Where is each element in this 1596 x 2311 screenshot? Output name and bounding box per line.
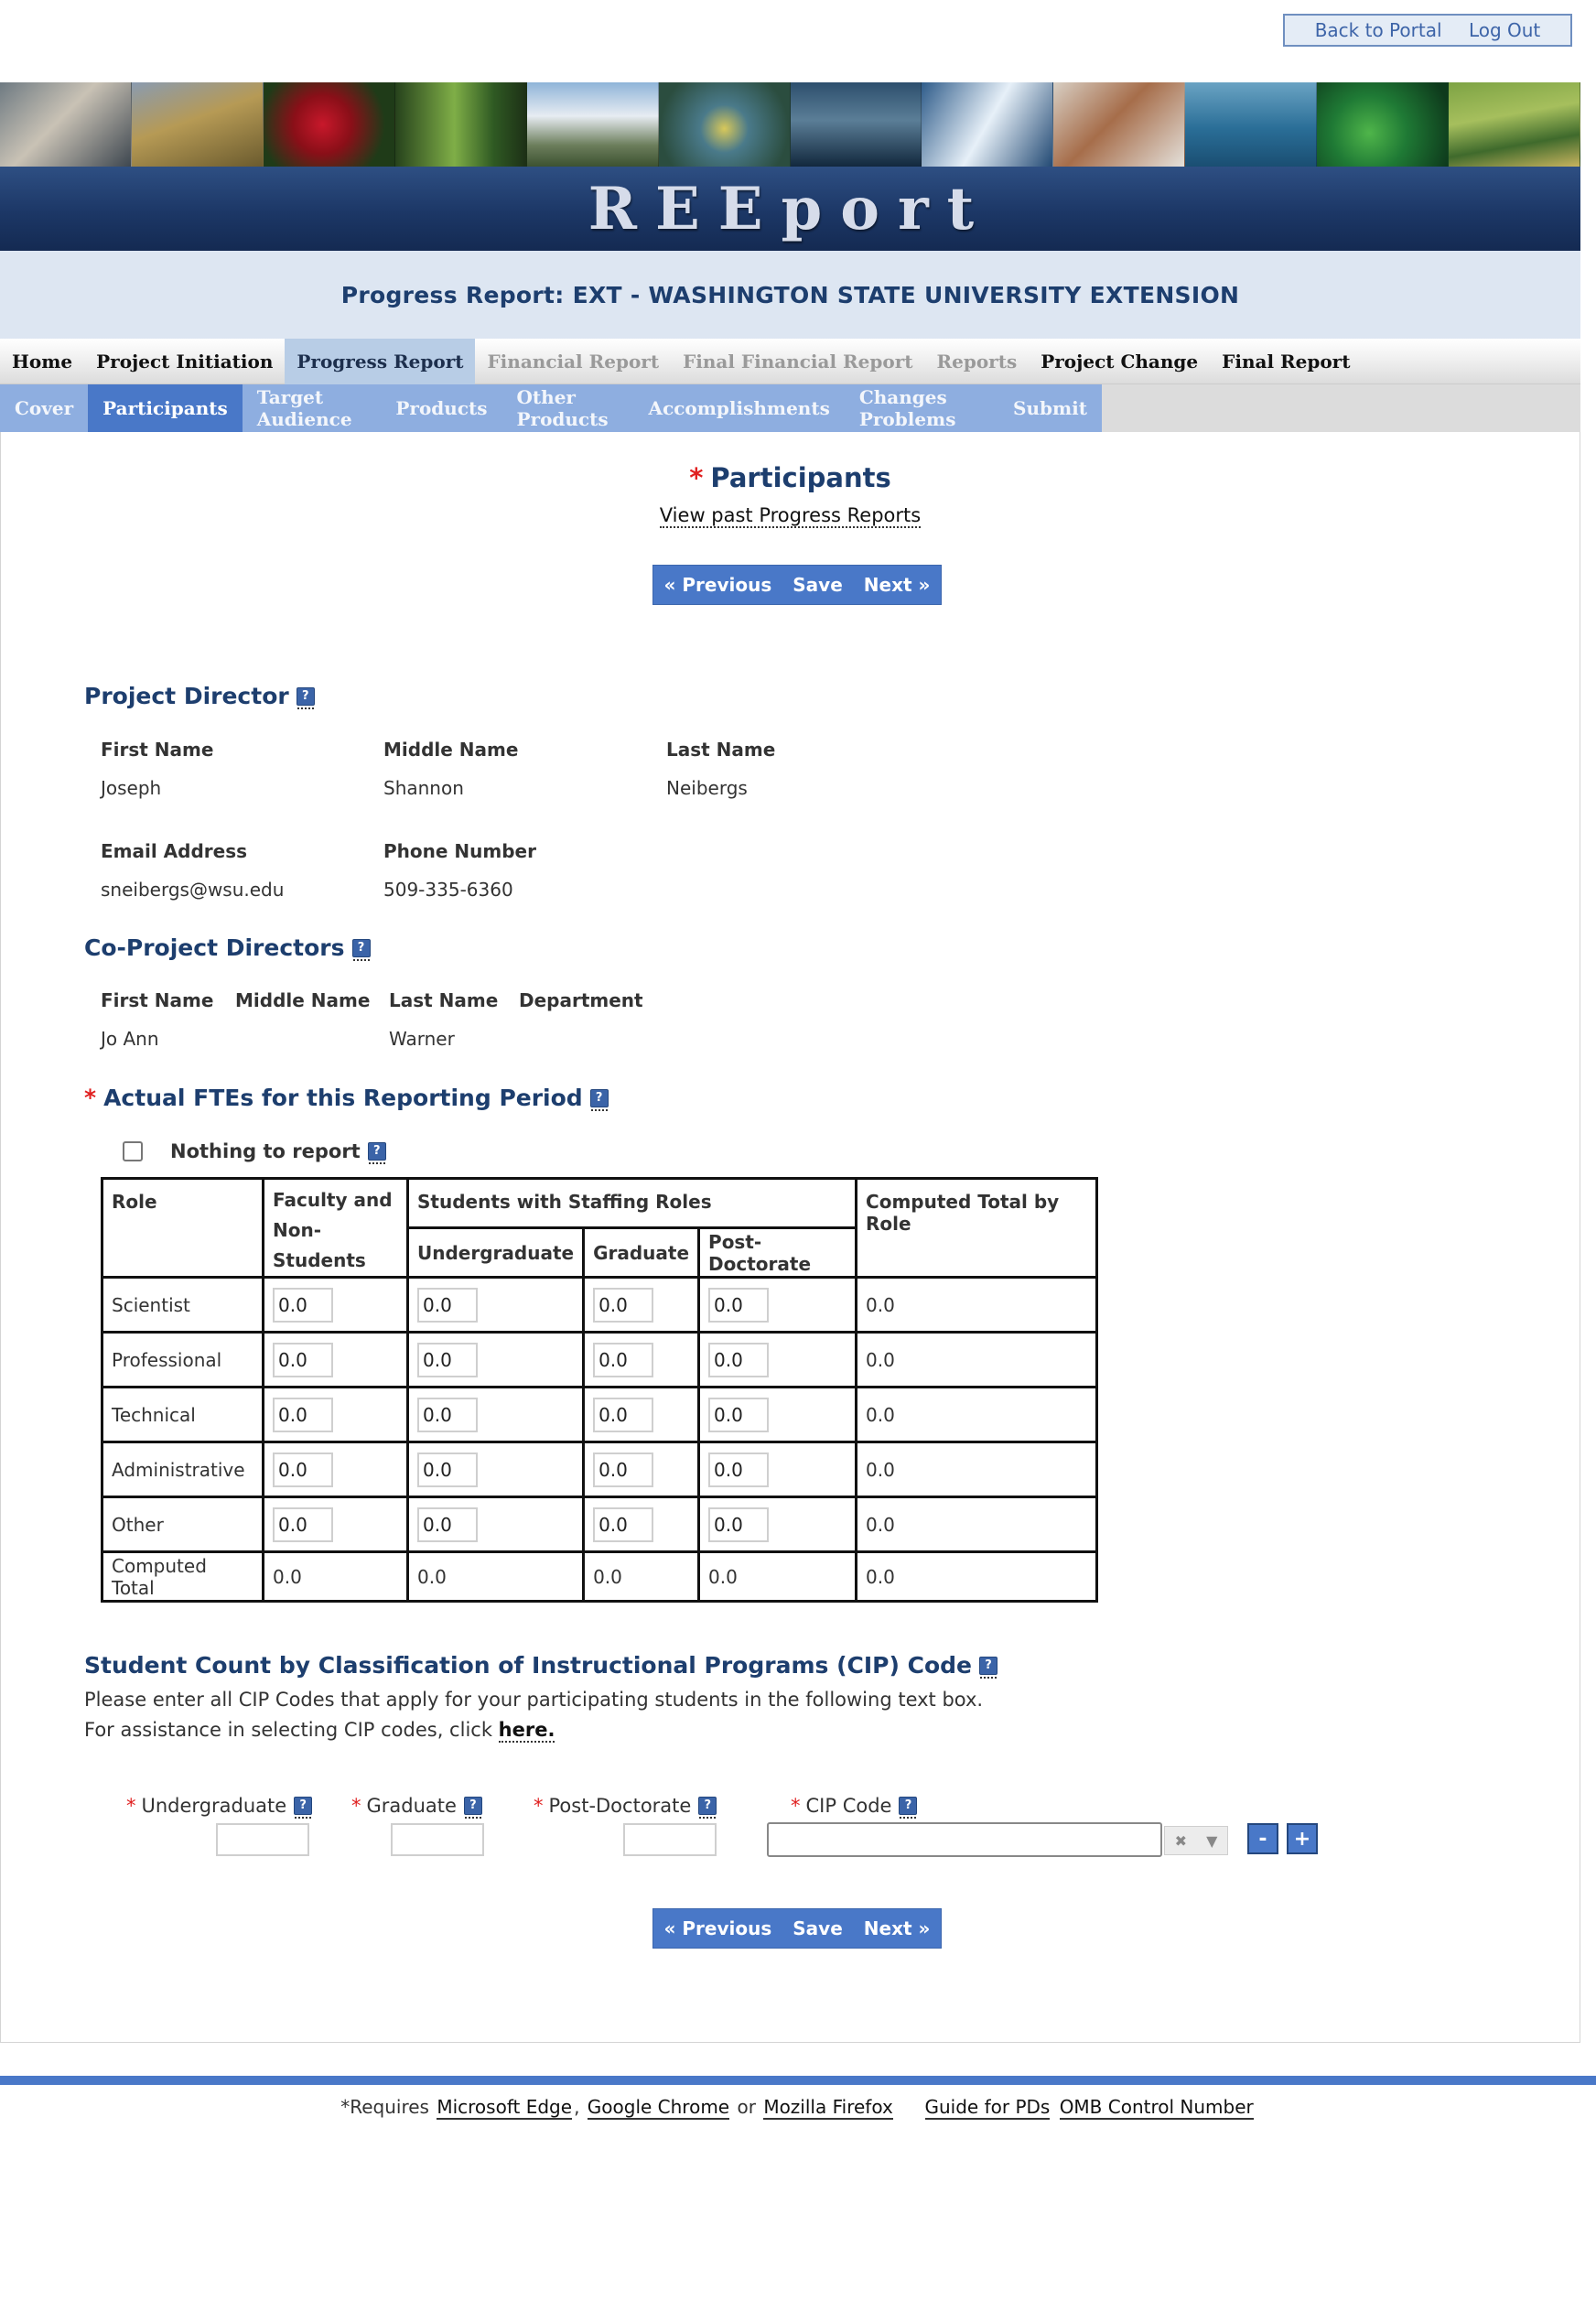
fte-header-students: Students with Staffing Roles (408, 1179, 857, 1228)
nav-financial-report[interactable]: Financial Report (487, 350, 660, 373)
subnav-target-audience[interactable]: Target Audience (256, 386, 352, 430)
cip-assistance-text: For assistance in selecting CIP codes, click (84, 1719, 492, 1741)
clear-icon[interactable]: ✖ (1174, 1831, 1187, 1850)
nothing-to-report-checkbox[interactable] (123, 1141, 143, 1161)
fte-scientist-graduate-input[interactable] (593, 1288, 653, 1323)
fte-technical-undergrad-input[interactable] (417, 1398, 478, 1432)
fte-postdoc-cell (699, 1442, 857, 1497)
fte-administrative-graduate-input[interactable] (593, 1452, 653, 1487)
banner-title-bar (0, 167, 1580, 251)
nav-project-change[interactable]: Project Change (1041, 350, 1199, 373)
co-last-name-label: Last Name (389, 989, 499, 1011)
sub-nav (0, 384, 1580, 432)
subnav-products[interactable]: Products (395, 397, 488, 419)
report-title: Progress Report: EXT - WASHINGTON STATE UNIVERSITY EXTENSION (340, 281, 1240, 308)
cip-undergrad-label: Undergraduate (141, 1795, 287, 1817)
required-marker: * (534, 1795, 544, 1817)
required-marker: * (126, 1795, 136, 1817)
banner-photo-waterfall (922, 82, 1053, 167)
co-department-label: Department (519, 989, 643, 1011)
logout-link[interactable]: Log Out (1468, 19, 1541, 41)
help-icon[interactable]: ? (979, 1657, 998, 1675)
subnav-participants[interactable]: Participants (88, 384, 243, 432)
fte-scientist-postdoc-input[interactable] (708, 1288, 769, 1323)
required-marker: * (84, 1085, 97, 1111)
fte-heading (84, 1085, 609, 1111)
pd-last-name-label: Last Name (666, 739, 776, 761)
help-icon[interactable]: ? (698, 1797, 717, 1815)
footer-comma: , (574, 2096, 580, 2118)
fte-technical-faculty-input[interactable] (273, 1398, 333, 1432)
fte-header-total: Computed Total by Role (857, 1179, 1097, 1278)
omb-control-number-link[interactable]: OMB Control Number (1059, 2096, 1254, 2118)
cip-graduate-label-row (351, 1795, 482, 1817)
main-nav (0, 339, 1580, 384)
next-button[interactable]: Next » (863, 574, 931, 596)
fte-administrative-postdoc-input[interactable] (708, 1452, 769, 1487)
fte-undergrad-cell (408, 1388, 584, 1442)
fte-faculty-cell (264, 1278, 408, 1333)
subnav-other-products[interactable]: Other Products (516, 386, 609, 430)
report-header (0, 251, 1580, 339)
table-row (102, 1442, 1097, 1497)
help-icon[interactable]: ? (352, 939, 371, 957)
pd-last-name: Neibergs (666, 777, 748, 799)
cip-graduate-input[interactable] (391, 1823, 484, 1856)
past-reports-link-row (0, 504, 1580, 526)
fte-title: Actual FTEs for this Reporting Period (103, 1085, 583, 1111)
pd-first-name: Joseph (101, 777, 162, 799)
fte-table (101, 1177, 1098, 1603)
fte-computed-grand-total: 0.0 (857, 1552, 1097, 1602)
pd-middle-name-label: Middle Name (383, 739, 519, 761)
banner-logo: REEport (588, 174, 993, 243)
co-directors-title: Co-Project Directors (84, 934, 345, 961)
guide-for-pds-link[interactable]: Guide for PDs (924, 2096, 1051, 2118)
help-icon[interactable]: ? (368, 1142, 386, 1161)
table-row (102, 1333, 1097, 1388)
fte-graduate-cell (584, 1333, 699, 1388)
cip-code-combobox[interactable] (767, 1822, 1162, 1857)
fte-graduate-cell (584, 1442, 699, 1497)
cip-postdoc-input[interactable] (623, 1823, 717, 1856)
banner-photo-frog (1317, 82, 1449, 167)
top-nav-buttons (652, 565, 942, 605)
cip-postdoc-label-row (534, 1795, 717, 1817)
cip-combo-controls (1164, 1826, 1228, 1855)
nav-home[interactable]: Home (12, 350, 73, 373)
cip-postdoc-label: Post-Doctorate (548, 1795, 692, 1817)
cip-here-link[interactable]: here. (498, 1719, 555, 1741)
pd-phone-label: Phone Number (383, 840, 536, 862)
fte-computed-undergrad: 0.0 (408, 1552, 584, 1602)
co-first-name: Jo Ann (101, 1028, 159, 1050)
subnav-accomplishments[interactable]: Accomplishments (648, 397, 830, 419)
co-directors-heading (84, 934, 371, 961)
chevron-down-icon[interactable]: ▼ (1206, 1831, 1218, 1850)
fte-other-faculty-input[interactable] (273, 1507, 333, 1542)
cip-instructions: Please enter all CIP Codes that apply for your participating students in the following text box. (84, 1689, 984, 1711)
banner-photo-microscope (1053, 82, 1185, 167)
view-past-reports-link[interactable]: View past Progress Reports (659, 504, 922, 526)
fte-role-total: 0.0 (857, 1442, 1097, 1497)
fte-role-cell: Administrative (102, 1442, 264, 1497)
fte-computed-faculty: 0.0 (264, 1552, 408, 1602)
fte-scientist-undergrad-input[interactable] (417, 1288, 478, 1323)
fte-other-graduate-input[interactable] (593, 1507, 653, 1542)
fte-graduate-cell (584, 1278, 699, 1333)
fte-header-postdoc: Post-Doctorate (699, 1228, 857, 1278)
fte-graduate-cell (584, 1497, 699, 1552)
nav-reports[interactable]: Reports (936, 350, 1018, 373)
cip-code-label-row (791, 1795, 917, 1817)
cip-graduate-label: Graduate (366, 1795, 457, 1817)
fte-header-role: Role (102, 1179, 264, 1278)
cip-code-label: CIP Code (805, 1795, 892, 1817)
required-marker: * (791, 1795, 801, 1817)
fte-postdoc-cell (699, 1497, 857, 1552)
table-row (102, 1388, 1097, 1442)
back-to-portal-link[interactable]: Back to Portal (1314, 19, 1442, 41)
nothing-to-report-label: Nothing to report (170, 1140, 361, 1162)
fte-header-graduate: Graduate (584, 1228, 699, 1278)
page-title-text: Participants (710, 462, 891, 493)
fte-scientist-faculty-input[interactable] (273, 1288, 333, 1323)
co-first-name-label: First Name (101, 989, 214, 1011)
help-icon[interactable]: ? (590, 1089, 609, 1107)
subnav-submit[interactable]: Submit (1013, 397, 1087, 419)
fte-technical-graduate-input[interactable] (593, 1398, 653, 1432)
fte-faculty-cell (264, 1333, 408, 1388)
fte-administrative-faculty-input[interactable] (273, 1452, 333, 1487)
save-button[interactable]: Save (793, 574, 843, 596)
table-row (102, 1497, 1097, 1552)
banner-photo-fields (1449, 82, 1580, 167)
banner-photo-lake (791, 82, 922, 167)
footer (0, 2096, 1596, 2118)
fte-role-total: 0.0 (857, 1497, 1097, 1552)
next-button[interactable]: Next » (863, 1917, 931, 1939)
fte-other-undergrad-input[interactable] (417, 1507, 478, 1542)
edge-link[interactable]: Microsoft Edge (437, 2096, 573, 2118)
fte-postdoc-cell (699, 1388, 857, 1442)
banner-photo-dolphin (1185, 82, 1317, 167)
pd-first-name-label: First Name (101, 739, 214, 761)
fte-computed-postdoc: 0.0 (699, 1552, 857, 1602)
pd-email-label: Email Address (101, 840, 248, 862)
project-director-heading (84, 683, 315, 709)
fte-role-total: 0.0 (857, 1388, 1097, 1442)
fte-header-faculty: Faculty and Non-Students (264, 1179, 408, 1278)
nothing-to-report-row (123, 1140, 386, 1162)
required-marker: * (351, 1795, 361, 1817)
fte-professional-undergrad-input[interactable] (417, 1343, 478, 1377)
pd-email: sneibergs@wsu.edu (101, 879, 285, 901)
fte-computed-graduate: 0.0 (584, 1552, 699, 1602)
firefox-link[interactable]: Mozilla Firefox (763, 2096, 893, 2118)
fte-role-total: 0.0 (857, 1278, 1097, 1333)
fte-postdoc-cell (699, 1278, 857, 1333)
fte-graduate-cell (584, 1388, 699, 1442)
fte-header-undergrad: Undergraduate (408, 1228, 584, 1278)
fte-role-cell: Technical (102, 1388, 264, 1442)
cip-undergrad-input[interactable] (216, 1823, 309, 1856)
page-title (0, 462, 1580, 493)
fte-professional-postdoc-input[interactable] (708, 1343, 769, 1377)
fte-faculty-cell (264, 1442, 408, 1497)
banner-photo-forest (395, 82, 527, 167)
fte-undergrad-cell (408, 1333, 584, 1388)
project-director-title: Project Director (84, 683, 289, 709)
cip-heading (84, 1652, 998, 1679)
fte-administrative-undergrad-input[interactable] (417, 1452, 478, 1487)
nav-progress-report[interactable]: Progress Report (285, 339, 475, 384)
fte-other-postdoc-input[interactable] (708, 1507, 769, 1542)
fte-role-cell: Professional (102, 1333, 264, 1388)
fte-header-row (102, 1179, 1097, 1228)
co-last-name: Warner (389, 1028, 455, 1050)
remove-cip-row-button[interactable]: - (1247, 1823, 1278, 1854)
cip-title: Student Count by Classification of Instructional Programs (CIP) Code (84, 1652, 972, 1679)
banner (0, 82, 1580, 251)
fte-computed-total-row (102, 1552, 1097, 1602)
required-marker: * (689, 462, 704, 493)
fte-computed-total-label: Computed Total (102, 1552, 264, 1602)
fte-role-total: 0.0 (857, 1333, 1097, 1388)
add-cip-row-button[interactable]: + (1287, 1823, 1318, 1854)
nav-project-initiation[interactable]: Project Initiation (96, 350, 274, 373)
help-icon[interactable]: ? (294, 1797, 312, 1815)
banner-photo-strip (0, 82, 1580, 167)
nav-final-financial-report[interactable]: Final Financial Report (683, 350, 913, 373)
pd-middle-name: Shannon (383, 777, 464, 799)
banner-photo-lab (0, 82, 132, 167)
footer-or: or (737, 2096, 756, 2118)
top-links-bar (1283, 14, 1572, 47)
banner-photo-excavator (132, 82, 264, 167)
fte-undergrad-cell (408, 1442, 584, 1497)
co-middle-name-label: Middle Name (235, 989, 371, 1011)
help-icon[interactable]: ? (899, 1797, 917, 1815)
fte-faculty-cell (264, 1497, 408, 1552)
fte-professional-faculty-input[interactable] (273, 1343, 333, 1377)
banner-photo-bird (659, 82, 791, 167)
table-row (102, 1278, 1097, 1333)
pd-phone: 509-335-6360 (383, 879, 513, 901)
help-icon[interactable]: ? (464, 1797, 482, 1815)
fte-undergrad-cell (408, 1497, 584, 1552)
nav-final-report[interactable]: Final Report (1222, 350, 1351, 373)
fte-postdoc-cell (699, 1333, 857, 1388)
fte-role-cell: Other (102, 1497, 264, 1552)
previous-button[interactable]: « Previous (663, 574, 772, 596)
cip-undergrad-label-row (126, 1795, 312, 1817)
subnav-cover[interactable]: Cover (15, 397, 74, 419)
previous-button[interactable]: « Previous (663, 1917, 772, 1939)
fte-faculty-cell (264, 1388, 408, 1442)
fte-professional-graduate-input[interactable] (593, 1343, 653, 1377)
fte-technical-postdoc-input[interactable] (708, 1398, 769, 1432)
save-button[interactable]: Save (793, 1917, 843, 1939)
help-icon[interactable]: ? (297, 687, 315, 706)
footer-divider (0, 2076, 1596, 2085)
subnav-changes-problems[interactable]: Changes Problems (858, 386, 956, 430)
banner-photo-flower (264, 82, 395, 167)
banner-photo-mountain (527, 82, 659, 167)
chrome-link[interactable]: Google Chrome (587, 2096, 730, 2118)
fte-role-cell: Scientist (102, 1278, 264, 1333)
sub-nav-tabs (0, 384, 1102, 432)
fte-undergrad-cell (408, 1278, 584, 1333)
cip-assistance (84, 1719, 555, 1741)
bottom-nav-buttons (652, 1908, 942, 1949)
footer-requires: *Requires (340, 2096, 429, 2118)
